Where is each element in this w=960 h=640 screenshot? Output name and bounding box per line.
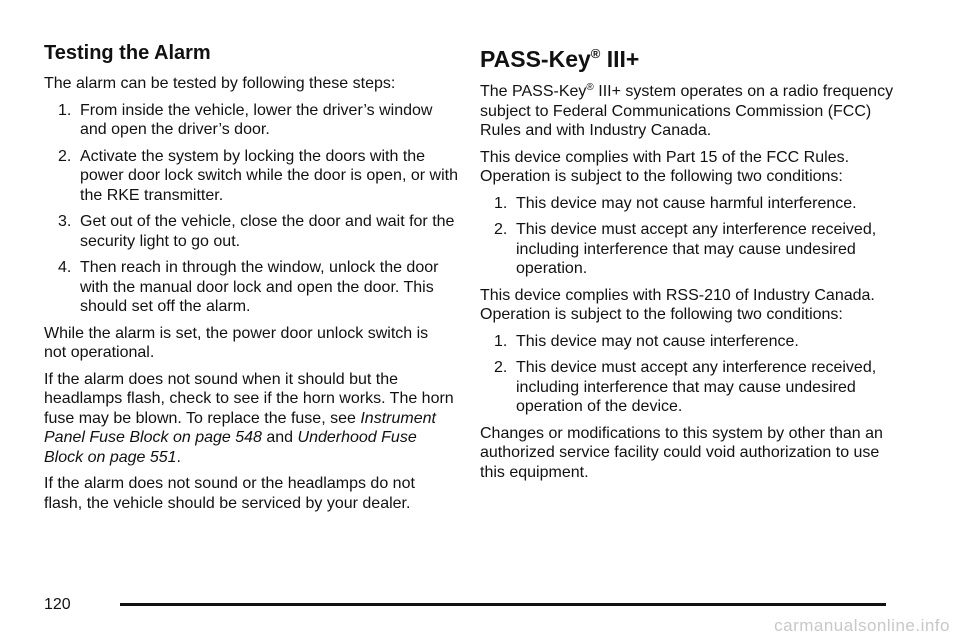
section-heading-testing-alarm: Testing the Alarm: [44, 42, 211, 64]
right-column: [480, 44, 900, 489]
condition-number: 2.: [494, 359, 508, 376]
page-number: 120: [44, 596, 71, 613]
condition-number: 1.: [494, 194, 508, 212]
left-column: [44, 40, 458, 520]
condition-text: This device must accept any interference received, including interference that may cause undesired operation of the device.: [516, 359, 877, 415]
registered-mark: ®: [590, 46, 601, 61]
heading-suffix: III+: [600, 46, 640, 72]
list-item: [48, 147, 458, 206]
intro-text-b: III+ system operates on a radio frequency subject to Federal Communications Commission (FCC) Rules and with Industry Canada.: [480, 83, 894, 139]
test-steps-list: [44, 101, 458, 317]
alarm-set-paragraph: While the alarm is set, the power door unlock switch is not operational.: [44, 324, 429, 361]
dealer-paragraph: If the alarm does not sound or the headlamps do not flash, the vehicle should be serviced by your dealer.: [44, 475, 415, 512]
condition-text: This device may not cause harmful interference.: [516, 194, 857, 212]
condition-text: This device may not cause interference.: [516, 332, 799, 350]
fuse-text: If the alarm does not sound when it should but the headlamps flash, check to see if the horn works. The horn fuse may be blown. To replace the fuse, see: [44, 370, 454, 427]
section-heading-pass-key: [480, 44, 900, 74]
intro-paragraph: The alarm can be tested by following these steps:: [44, 75, 396, 92]
heading-main: PASS-Key: [480, 46, 591, 72]
fuse-paragraph: [44, 370, 454, 468]
step-number: 2.: [58, 147, 72, 165]
list-item: [48, 101, 458, 140]
fuse-end-text: .: [176, 448, 181, 466]
step-text: Then reach in through the window, unlock the door with the manual door lock and open the door. This should set off the alarm.: [80, 259, 439, 315]
step-text: Activate the system by locking the doors with the power door lock switch while the door is open, or with the RKE transmitter.: [80, 147, 458, 204]
list-item: [484, 194, 904, 214]
list-item: [48, 212, 458, 251]
step-number: 3.: [58, 213, 72, 230]
condition-number: 1.: [494, 332, 508, 350]
rss-conditions-list: [480, 332, 900, 417]
underhood-fuse-link[interactable]: Underhood Fuse Block on page 551: [44, 429, 417, 466]
step-number: 4.: [58, 259, 72, 276]
list-item: [484, 220, 904, 279]
step-text: From inside the vehicle, lower the driver’s window and open the driver’s door.: [80, 101, 433, 138]
fcc-paragraph: This device complies with Part 15 of the FCC Rules. Operation is subject to the following two conditions:: [480, 148, 850, 185]
step-text: Get out of the vehicle, close the door and wait for the security light to go out.: [80, 213, 455, 250]
rss-paragraph: This device complies with RSS-210 of Industry Canada. Operation is subject to the following two conditions:: [480, 286, 875, 323]
intro-text-a: The PASS-Key: [480, 83, 587, 100]
pass-key-intro-paragraph: [480, 82, 900, 141]
condition-number: 2.: [494, 221, 508, 238]
list-item: [484, 332, 904, 352]
watermark: carmanualsonline.info: [774, 616, 950, 635]
registered-mark: ®: [586, 82, 594, 93]
list-item: [484, 358, 904, 417]
footer-divider: [120, 603, 886, 606]
step-number: 1.: [58, 101, 72, 119]
list-item: [48, 258, 458, 317]
fuse-and-text: and: [261, 429, 298, 446]
changes-paragraph: Changes or modifications to this system by other than an authorized service facility could void authorization to use this equipment.: [480, 424, 883, 481]
fcc-conditions-list: [480, 194, 900, 279]
condition-text: This device must accept any interference received, including interference that may cause undesired operation.: [516, 221, 877, 277]
instrument-panel-fuse-link[interactable]: Instrument Panel Fuse Block on page 548: [44, 409, 436, 446]
